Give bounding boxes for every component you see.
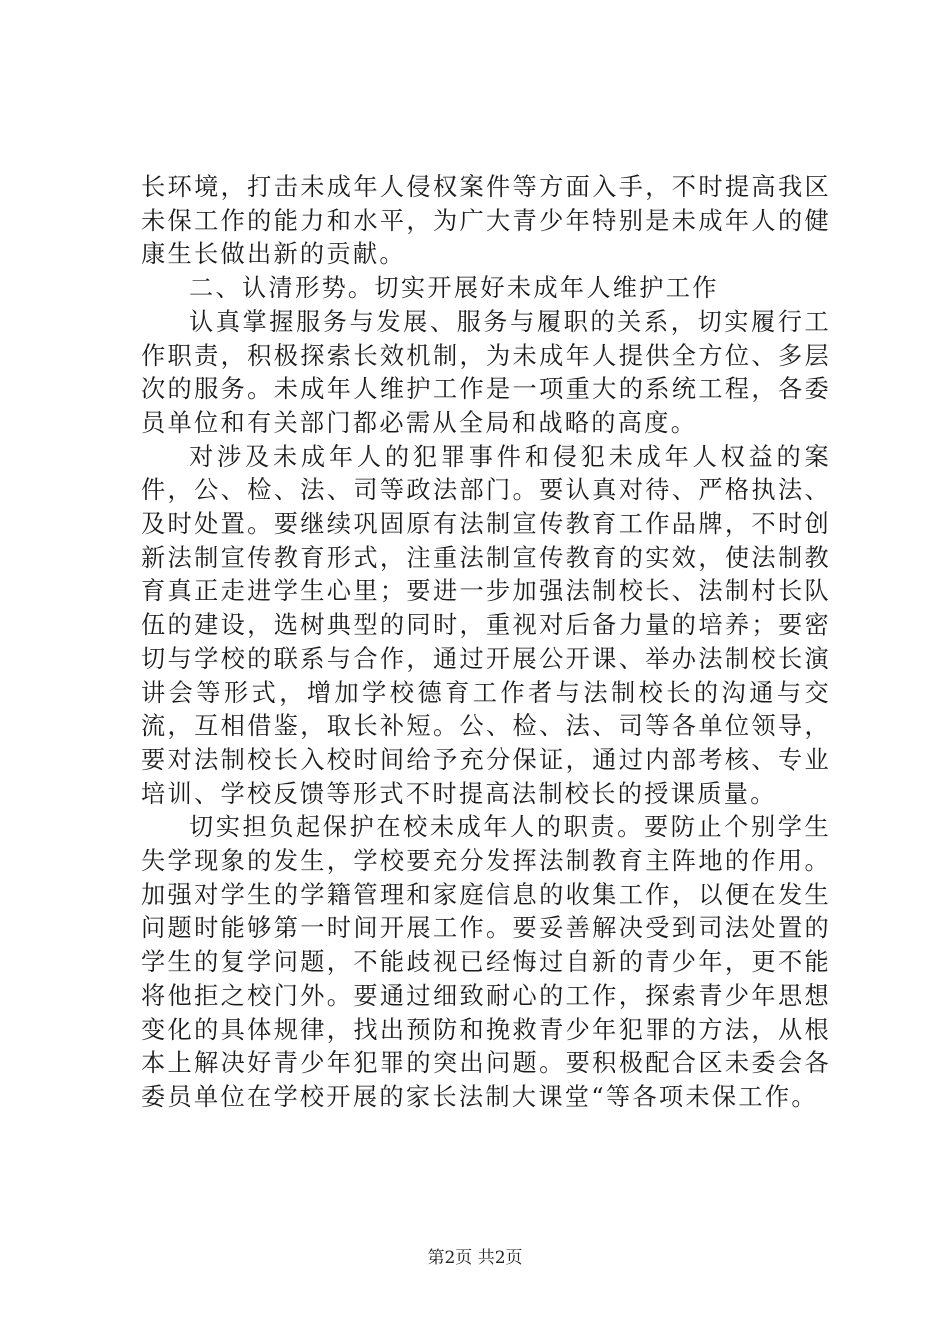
paragraph: 切实担负起保护在校未成年人的职责。要防止个别学生失学现象的发生，学校要充分发挥法制教育主阵地的作用。加强对学生的学籍管理和家庭信息的收集工作，以便在发生问题时能够第一时间开展工作。要妥善解决受到司法处置的学生的复学问题，不能歧视已经悔过自新的青少年，更不能将他拒之校门外。要通过细致耐心的工作，探索青少年思想变化的具体规律，找出预防和挽救青少年犯罪的方法，从根本上解决好青少年犯罪的突出问题。要积极配合区未委会各委员单位在学校开展的家长法制大课堂“等各项未保工作。: [141, 813, 831, 1111]
paragraph: 认真掌握服务与发展、服务与履职的关系，切实履行工作职责，积极探索长效机制，为未成年人提供全方位、多层次的服务。未成年人维护工作是一项重大的系统工程，各委员单位和有关部门都必需从全局和战略的高度。: [141, 307, 831, 437]
paragraph-continuation: 长环境，打击未成年人侵权案件等方面入手，不时提高我区未保工作的能力和水平，为广大青少年特别是未成年人的健康生长做出新的贡献。: [141, 173, 831, 269]
document-body: [141, 171, 831, 1115]
page-footer: 第2页 共2页: [427, 1248, 523, 1268]
paragraph: 对涉及未成年人的犯罪事件和侵犯未成年人权益的案件，公、检、法、司等政法部门。要认真对待、严格执法、及时处置。要继续巩固原有法制宣传教育工作品牌，不时创新法制宣传教育形式，注重法制宣传教育的实效，使法制教育真正走进学生心里；要进一步加强法制校长、法制村长队伍的建设，选树典型的同时，重视对后备力量的培养；要密切与学校的联系与合作，通过开展公开课、举办法制校长演讲会等形式，增加学校德育工作者与法制校长的沟通与交流，互相借鉴，取长补短。公、检、法、司等各单位领导，要对法制校长入校时间给予充分保证，通过内部考核、专业培训、学校反馈等形式不时提高法制校长的授课质量。: [141, 442, 831, 808]
section-heading: 二、认清形势。切实开展好未成年人维护工作: [189, 274, 719, 303]
